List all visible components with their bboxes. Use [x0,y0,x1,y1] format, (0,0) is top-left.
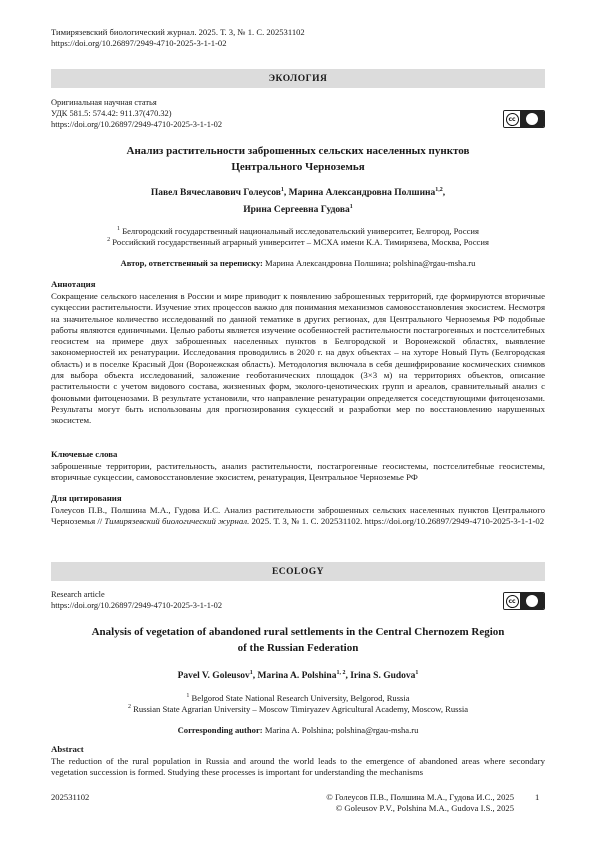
article-title-ru: Анализ растительности заброшенных сельских населенных пунктов Центрального Черноземья [126,145,470,173]
affiliations-en: $^1$ Belgorod State National Research University, Belgorod, Russia $^2$ Russian State Agrarian University – Moscow Timiryazev Agricultural Academy, Moscow, Russia [127,693,469,714]
abstract-heading-ru: Аннотация [51,279,96,289]
author-name: Марина Александровна Полшина [288,188,436,198]
article-type-en: Research article [51,590,105,599]
author-name: Pavel V. Goleusov [177,671,250,681]
article-meta-ru [51,97,222,130]
cc-license-badge-ru[interactable] [503,110,545,128]
journal-line: Тимирязевский биологический журнал. 2025. Т. 3, № 1. С. 202531102 [51,27,305,37]
citation-heading-ru: Для цитирования [51,493,122,503]
affiliations-ru: $^1$ Белгородский государственный национальный исследовательский университет, Белгород, Россия $^2$ Российский государственный аграрный университет – МСХА имени К.А. Тимирязева, Москва, Россия [107,226,489,247]
footer-article-id: 202531102 [51,792,90,802]
corr-contact: Marina A. Polshina; polshina@rgau-msha.ru [264,725,419,735]
corresponding-author-en: Corresponding author: Marina A. Polshina; polshina@rgau-msha.ru [177,725,419,735]
authors-ru: Павел Вячеславович Голеусов$^1$, Марина Александровна Полшина$^{1,2}$, Ирина Сергеевна Гудова$^1$ [150,186,446,215]
section-band-ru [51,69,545,88]
citation-journal: Тимирязевский биологический журнал. [104,516,250,527]
corresponding-author-ru: Автор, ответственный за переписку: Марина Александровна Полшина; polshina@rgau-msha.ru [120,258,476,268]
footer-copyright: © Голеусов П.В., Полшина М.А., Гудова И.С., 2025 © Goleusov P.V., Polshina M.A., Gudova I.S., 2025 [326,792,514,813]
author-name: Павел Вячеславович Голеусов [150,188,281,198]
affiliation: Russian State Agrarian University – Moscow Timiryazev Agricultural Academy, Moscow, Russia [133,704,469,714]
page-number: 1 [535,792,540,802]
citation-text-ru: Голеусов П.В., Полшина М.А., Гудова И.С. Анализ растительности заброшенных сельских населенных пунктов Центрального Черноземья // Тимирязевский биологический журнал. 2025. Т. 3, № 1. С. 202531102. https://doi.org/10.26897/2949-4710-2025-3-1-1-02 [51,505,545,527]
authors-en: Pavel V. Goleusov$^1$, Marina A. Polshina$^{1, 2}$, Irina S. Gudova$^1$ [177,669,419,681]
affiliation: Belgorod State National Research University, Belgorod, Russia [191,693,410,703]
abstract-text-ru: Сокращение сельского населения в России и мире приводит к появлению заброшенных территорий, где формируются вторичные сукцессии растительности. Изучение этих процессов важно для понимания механизмов самовосстановления экосистем. Несмотря на значительное количество исследований по данной тематике в других регионах, для Центрального Черноземья РФ подобные работы являются единичными. Целью работы является изучение особенностей растительности постагрогенных и постселитебных геосистем на примере двух заброшенных населенных пунктов в Белгородской и Воронежской областях, выявление закономерностей их ренатурации. Исследования проводились в 2020 г. на двух объектах – на хуторе Новый Путь (Белгородская область) и в поселке Красный Дон (Воронежская область). Методология включала в себя дешифрирование космических снимков для выбора объекта исследований, заложение геоботанических площадок (3×3 м) на территориях объектов, описание растительности с учетом видового состава, жизненных форм, эколого-ценотических групп и ареалов, сравнительный анализ с фоновыми фитоценозами. В результате установили, что направление ренатурации определяется соседствующими фитоценозами. Результаты могут быть использованы для прогнозирования сукцессий и разработки мер по восстановлению нарушенных экосистем. [51,291,545,426]
abstract-heading-en: Abstract [51,744,84,754]
article-type-ru: Оригинальная научная статья [51,98,157,107]
attribution-icon [520,593,544,609]
author-name: Ирина Сергеевна Гудова [243,205,350,215]
keywords-text-ru: заброшенные территории, растительность, анализ растительности, постагрогенные геосистемы, постселитебные геосистемы, вторичные сукцессии, самовосстановление экосистем, ренатурация, Центральное Черноземье РФ [51,461,545,483]
article-title-en: Analysis of vegetation of abandoned rural settlements in the Central Chernozem Region of the Russian Federation [91,626,505,654]
doi-link-ru[interactable]: https://doi.org/10.26897/2949-4710-2025-3-1-1-02 [51,120,223,129]
cc-license-badge-en[interactable] [503,592,545,610]
article-meta-en [51,589,222,611]
section-band-en [51,562,545,581]
affiliation: Российский государственный аграрный университет – МСХА имени К.А. Тимирязева, Москва, Россия [112,237,489,247]
doi-link-en[interactable]: https://doi.org/10.26897/2949-4710-2025-3-1-1-02 [51,601,223,610]
section-label-ru: ЭКОЛОГИЯ [268,73,328,84]
author-name: Irina S. Gudova [350,671,416,681]
abstract-text-en: The reduction of the rural population in Russia and around the world leads to the emergence of abandoned areas where secondary vegetation succession is formed. Studying these processes is important for understanding the mechanisms [51,756,545,778]
corr-contact: Марина Александровна Полшина; polshina@rgau-msha.ru [265,258,476,268]
header-doi-link[interactable]: https://doi.org/10.26897/2949-4710-2025-3-1-1-02 [51,38,227,48]
section-label-en: ECOLOGY [271,566,325,577]
cc-icon: cc [504,593,520,609]
author-name: Marina A. Polshina [257,671,337,681]
cc-icon: cc [504,111,520,127]
affiliation: Белгородский государственный национальный исследовательский университет, Белгород, Россия [122,226,479,236]
udk: УДК 581.5: 574.42: 911.37(470.32) [51,109,172,118]
attribution-icon [520,111,544,127]
running-header [51,27,305,49]
keywords-heading-ru: Ключевые слова [51,449,118,459]
